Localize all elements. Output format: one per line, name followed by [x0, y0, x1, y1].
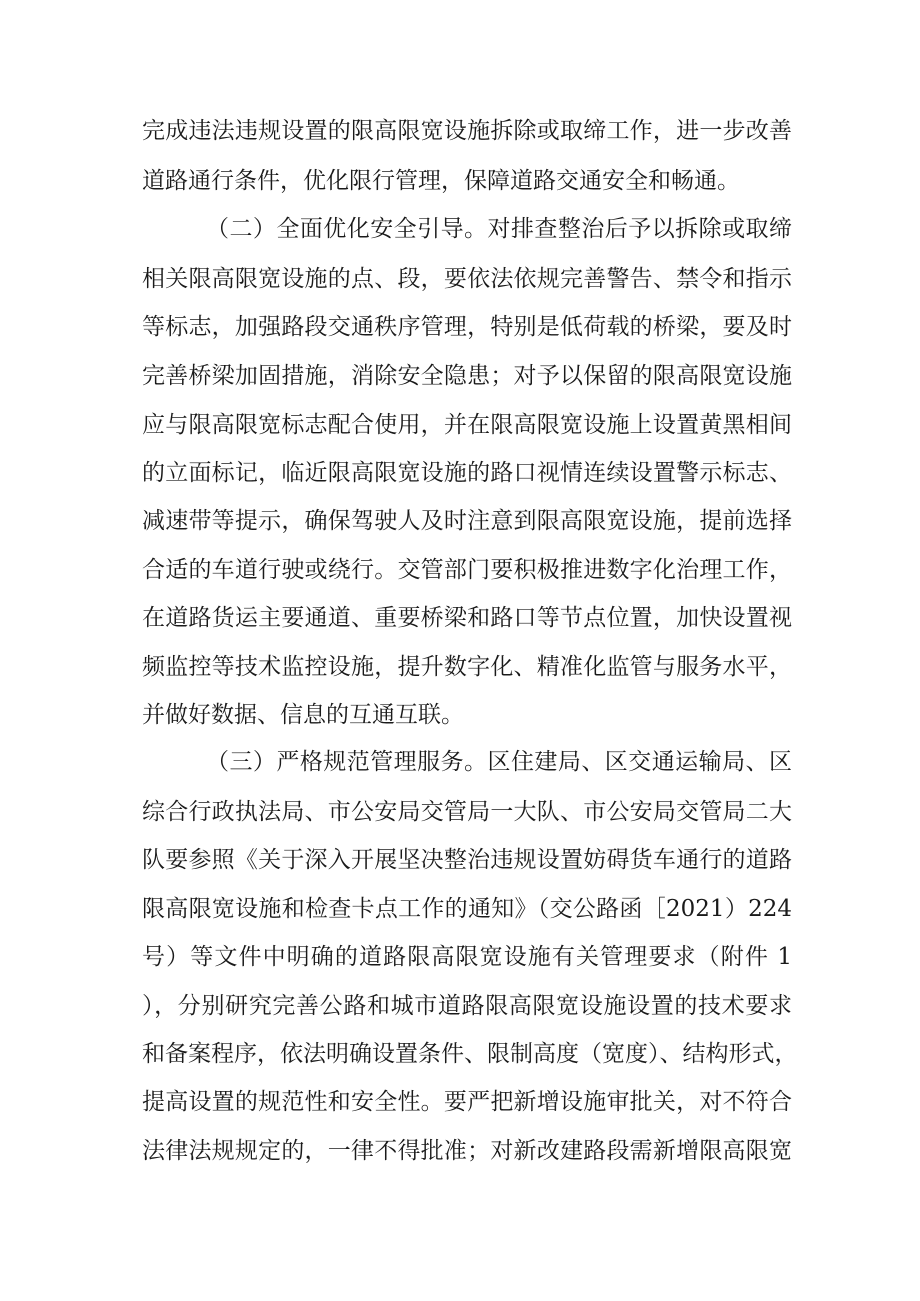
paragraph-line: 等标志，加强路段交通秩序管理，特别是低荷载的桥梁，要及时: [142, 314, 792, 340]
paragraph-line: 完善桥梁加固措施，消除安全隐患；对予以保留的限高限宽设施: [142, 363, 792, 389]
paragraph-line: 道路通行条件，优化限行管理，保障道路交通安全和畅通。: [142, 168, 740, 194]
paragraph-line: 应与限高限宽标志配合使用，并在限高限宽设施上设置黄黑相间: [142, 412, 792, 438]
paragraph-line: 限高限宽设施和检查卡点工作的通知》（交公路函［2021）224: [142, 896, 792, 922]
section-heading-line: （三）严格规范管理服务。区住建局、区交通运输局、区: [206, 749, 792, 775]
paragraph-line: 并做好数据、信息的互通互联。: [142, 702, 464, 728]
paragraph-line: 频监控等技术监控设施，提升数字化、精准化监管与服务水平，: [142, 654, 792, 680]
paragraph-line: 减速带等提示，确保驾驶人及时注意到限高限宽设施，提前选择: [142, 508, 792, 534]
paragraph-line: 队要参照《关于深入开展坚决整治违规设置妨碍货车通行的道路: [142, 847, 792, 873]
section-heading-line: （二）全面优化安全引导。对排查整治后予以拆除或取缔: [206, 216, 792, 242]
paragraph-line: 和备案程序，依法明确设置条件、限制高度（宽度）、结构形式，: [142, 1041, 798, 1067]
paragraph-line: 的立面标记，临近限高限宽设施的路口视情连续设置警示标志、: [142, 460, 792, 486]
paragraph-line: 综合行政执法局、市公安局交管局一大队、市公安局交管局二大: [142, 799, 792, 825]
paragraph-line: 在道路货运主要通道、重要桥梁和路口等节点位置，加快设置视: [142, 605, 792, 631]
paragraph-line: 提高设置的规范性和安全性。要严把新增设施审批关，对不符合: [142, 1089, 792, 1115]
paragraph-line: 合适的车道行驶或绕行。交管部门要积极推进数字化治理工作，: [142, 557, 792, 583]
paragraph-line: ），分别研究完善公路和城市道路限高限宽设施设置的技术要求: [142, 993, 792, 1019]
paragraph-line: 号）等文件中明确的道路限高限宽设施有关管理要求（附件 1: [142, 944, 792, 970]
paragraph-line: 完成违法违规设置的限高限宽设施拆除或取缔工作，进一步改善: [142, 118, 792, 144]
paragraph-line: 相关限高限宽设施的点、段，要依法依规完善警告、禁令和指示: [142, 266, 792, 292]
paragraph-line: 法律法规规定的，一律不得批准；对新改建路段需新增限高限宽: [142, 1138, 792, 1164]
